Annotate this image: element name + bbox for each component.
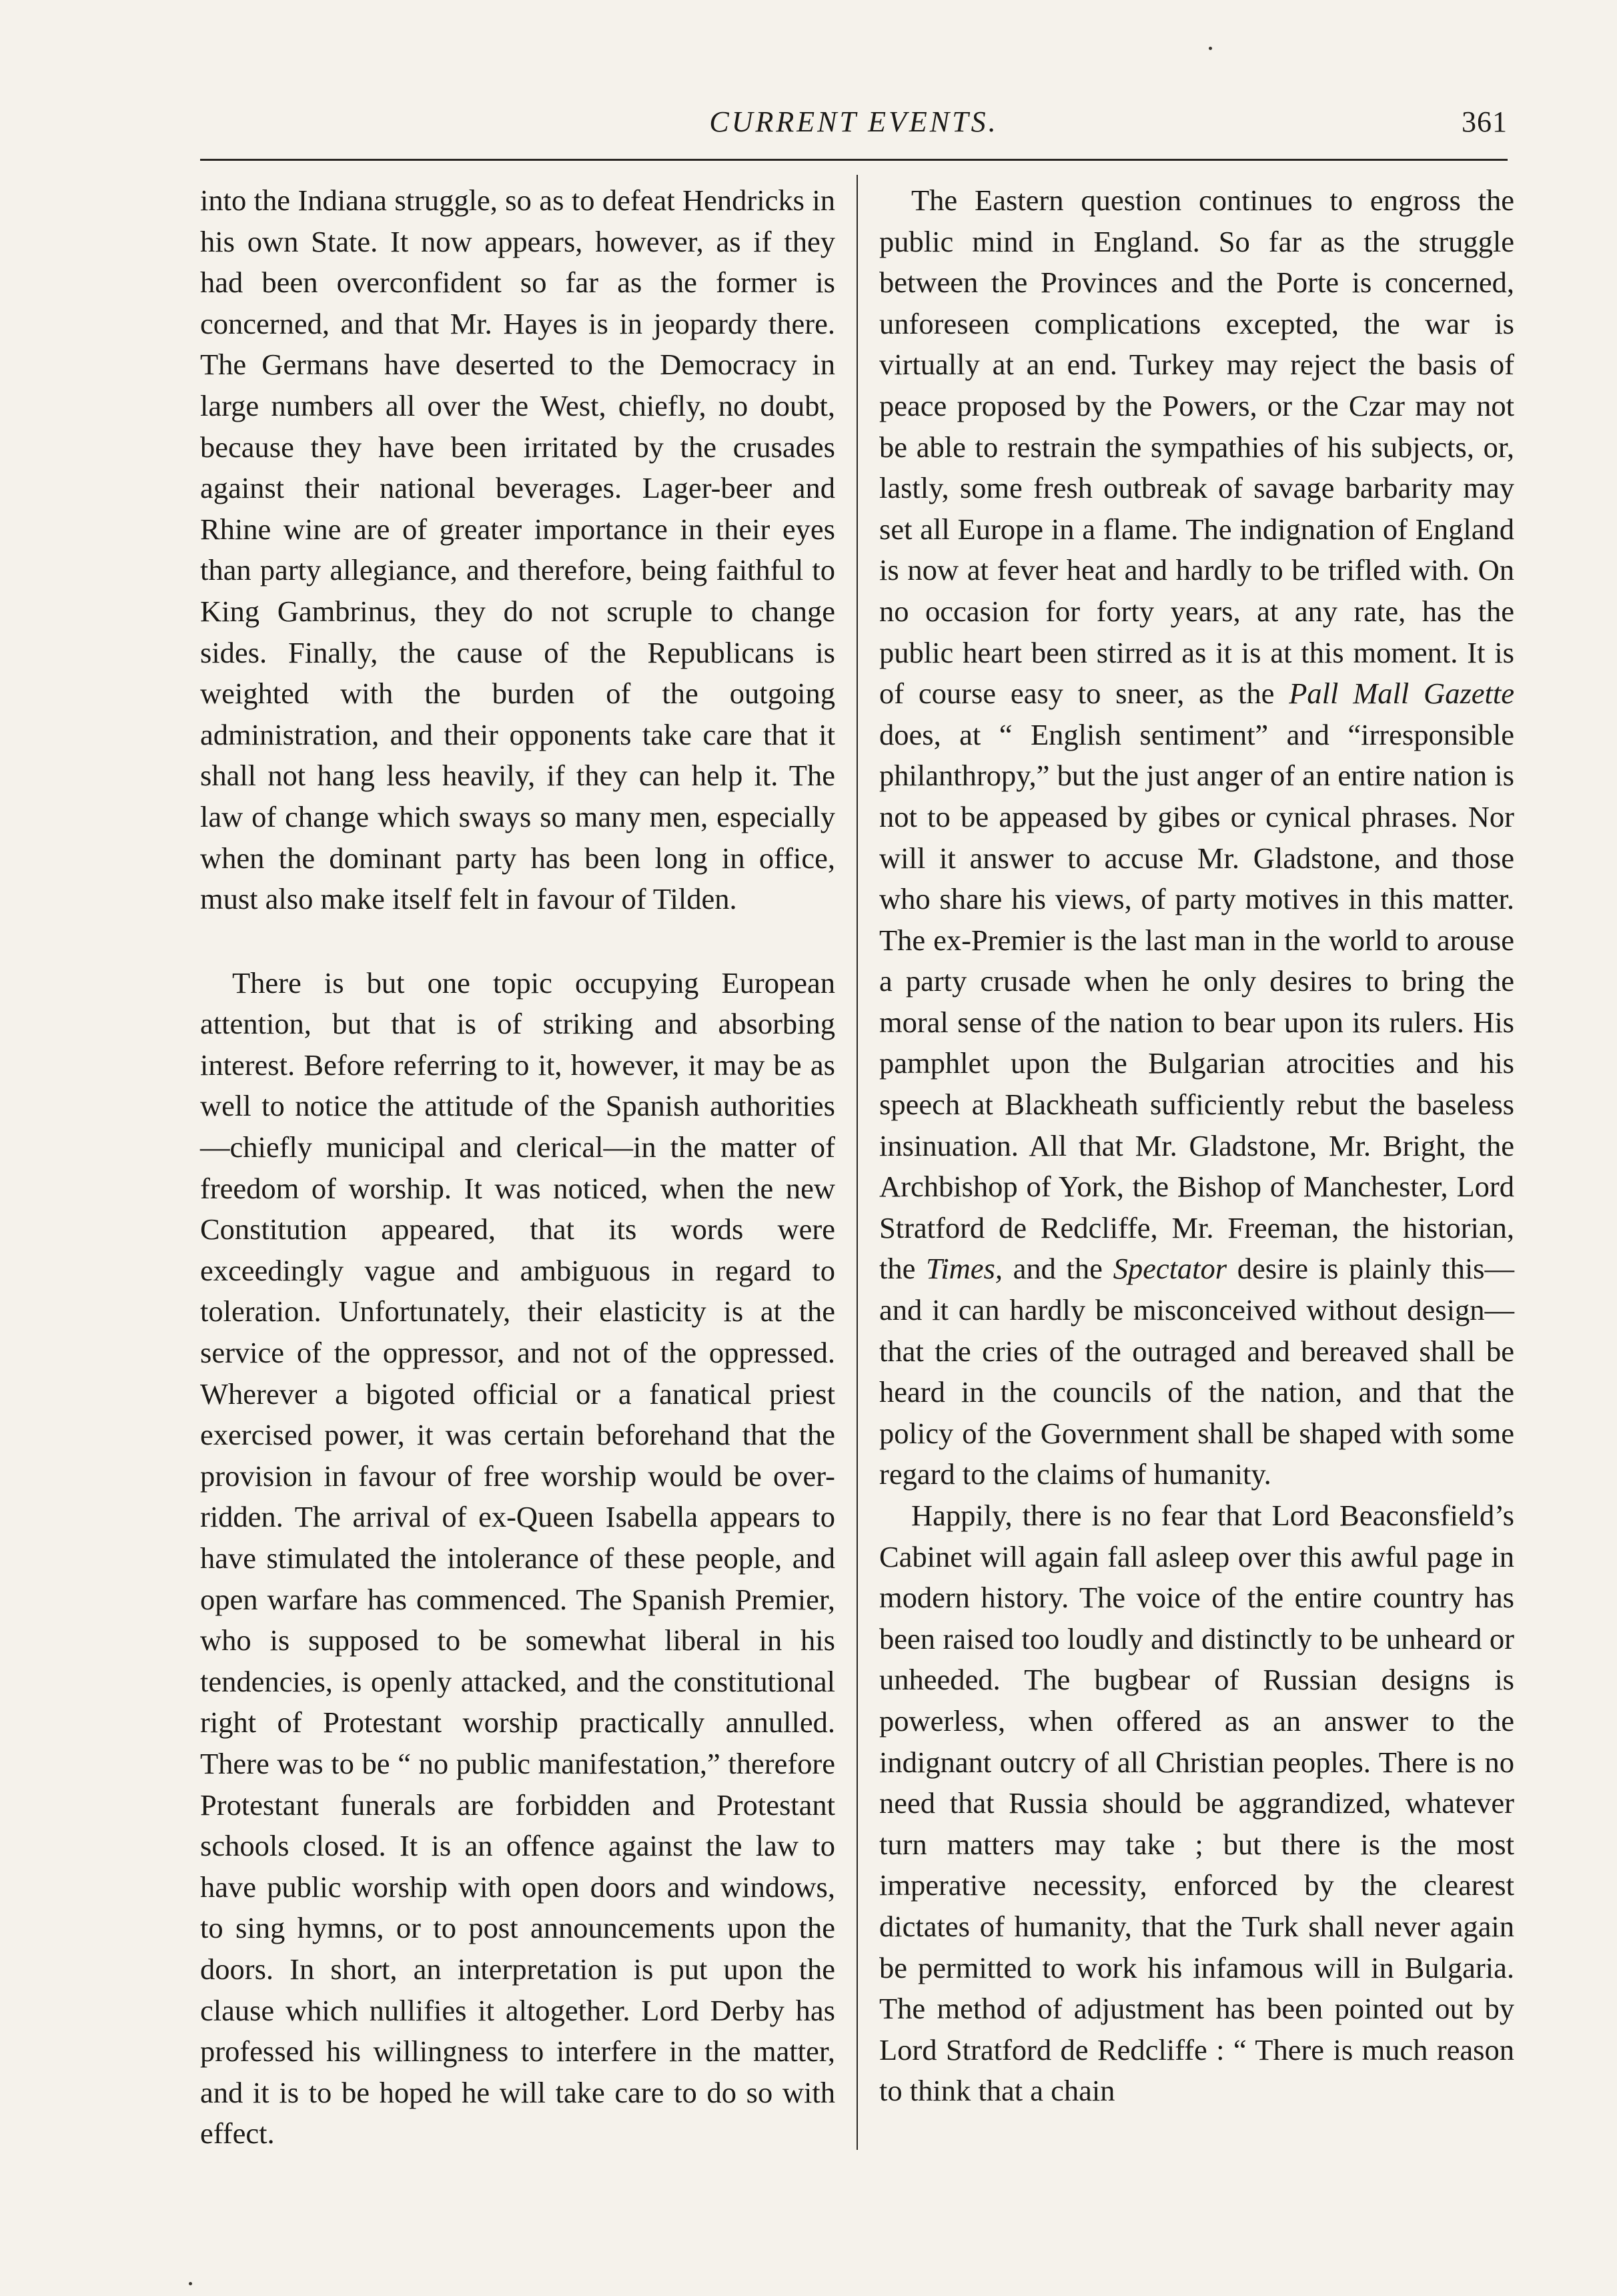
paragraph-eastern-question — [879, 180, 1514, 1495]
print-speck — [189, 2282, 192, 2285]
left-column — [200, 180, 835, 2155]
page-number: 361 — [1462, 105, 1508, 138]
publication-title: Pall Mall Gazette — [1289, 677, 1514, 711]
header-rule — [200, 159, 1508, 161]
paragraph-beaconsfield-cabinet: Happily, there is no fear that Lord Beaconsfield’s Cabinet will again fall asleep over this awful page in modern history. The voice of the entire country has been raised too loudly and distinctly to be unheard or unheeded. The bugbear of Russian designs is powerless, when offered as an answer to the indignant outcry of all Christian peoples. There is no need that Russia should be aggrandized, whatever turn matters may take ; but there is the most imperative necessity, enforced by the clearest dictates of humanity, that the Turk shall never again be permitted to work his infamous will in Bulgaria. The method of adjustment has been pointed out by Lord Stratford de Redcliffe : “ There is much reason to think that a chain — [879, 1499, 1514, 2108]
text-run: does, at “ English sentiment” and “irresponsible philanthropy,” but the just anger of an entire nation is not to be appeased by gibes or cynical phrases. Nor will it answer to accuse Mr. Gladstone, and those who share his views, of party motives in this matter. The ex-Premier is the last man in the world to arouse a party crusade when he only desires to bring the moral sense of the nation to bear upon its rulers. His pamphlet upon the Bulgarian atrocities and his speech at Blackheath sufficiently rebut the baseless insinuation. All that Mr. Gladstone, Mr. Bright, the Archbishop of York, the Bishop of Manchester, Lord Stratford de Redcliffe, Mr. Freeman, the historian, the — [879, 717, 1514, 1286]
running-title: CURRENT EVENTS. — [709, 105, 999, 138]
text-run: The Eastern question continues to engross the public mind in England. So far as the struggle between the Provinces and the Porte is concerned, unforeseen complications excepted, the war is virtually at an end. Turkey may reject the basis of peace proposed by the Powers, or the Czar may not be able to restrain the sympathies of his subjects, or, lastly, some fresh outbreak of savage barbarity may set all Europe in a flame. The indignation of England is now at fever heat and hardly to be trifled with. On no occasion for forty years, at any rate, has the public heart been stirred as it is at this moment. It is of course easy to sneer, as the — [879, 183, 1514, 711]
running-head — [200, 99, 1508, 145]
paragraph-indiana-struggle: into the Indiana struggle, so as to defeat Hendricks in his own State. It now appears, however, as if they had been overconfident so far as the former is concerned, and that Mr. Hayes is in jeopardy there. The Germans have deserted to the Democracy in large numbers all over the West, chiefly, no doubt, because they have been irritated by the crusades against their national beverages. Lager-beer and Rhine wine are of greater importance in their eyes than party allegiance, and therefore, being faithful to King Gambrinus, they do not scruple to change sides. Finally, the cause of the Republicans is weighted with the burden of the outgoing administration, and their opponents take care that it shall not hang less heavily, if they can help it. The law of change which sways so many men, especially when the dominant party has been long in office, must also make itself felt in favour of Tilden. — [200, 183, 835, 916]
print-speck — [1209, 47, 1212, 50]
right-column — [879, 180, 1514, 2112]
publication-title: Spectator — [1113, 1252, 1227, 1286]
text-run: desire is plainly this—and it can hardly be misconceived without design—that the cries of the outraged and bereaved shall be heard in the councils of the nation, and that the policy of the Government shall be shaped with some regard to the claims of humanity. — [879, 1252, 1515, 1491]
column-divider — [857, 175, 858, 2150]
paragraph-spanish-toleration: There is but one topic occupying European attention, but that is of striking and absorbing interest. Before referring to it, however, it may be as well to notice the attitude of the Spanish authorities—chiefly municipal and clerical—in the matter of freedom of worship. It was noticed, when the new Constitution appeared, that its words were exceedingly vague and ambiguous in regard to toleration. Unfortunately, their elasticity is at the service of the oppressor, and not of the oppressed. Wherever a bigoted official or a fanatical priest exercised power, it was certain beforehand that the provision in favour of free worship would be over-ridden. The arrival of ex-Queen Isabella appears to have stimulated the intolerance of these people, and open warfare has commenced. The Spanish Premier, who is supposed to be somewhat liberal in his tendencies, is openly attacked, and the constitutional right of Protestant worship practically annulled. There was to be “ no public manifestation,” therefore Protestant funerals are forbidden and Protestant schools closed. It is an offence against the law to have public worship with open doors and windows, to sing hymns, or to post announcements upon the doors. In short, an interpretation is put upon the clause which nullifies it altogether. Lord Derby has professed his willingness to interfere in the matter, and it is to be hoped he will take care to do so with effect. — [200, 966, 835, 2151]
publication-title: Times, — [926, 1252, 1003, 1286]
text-run: and the — [1013, 1252, 1103, 1286]
